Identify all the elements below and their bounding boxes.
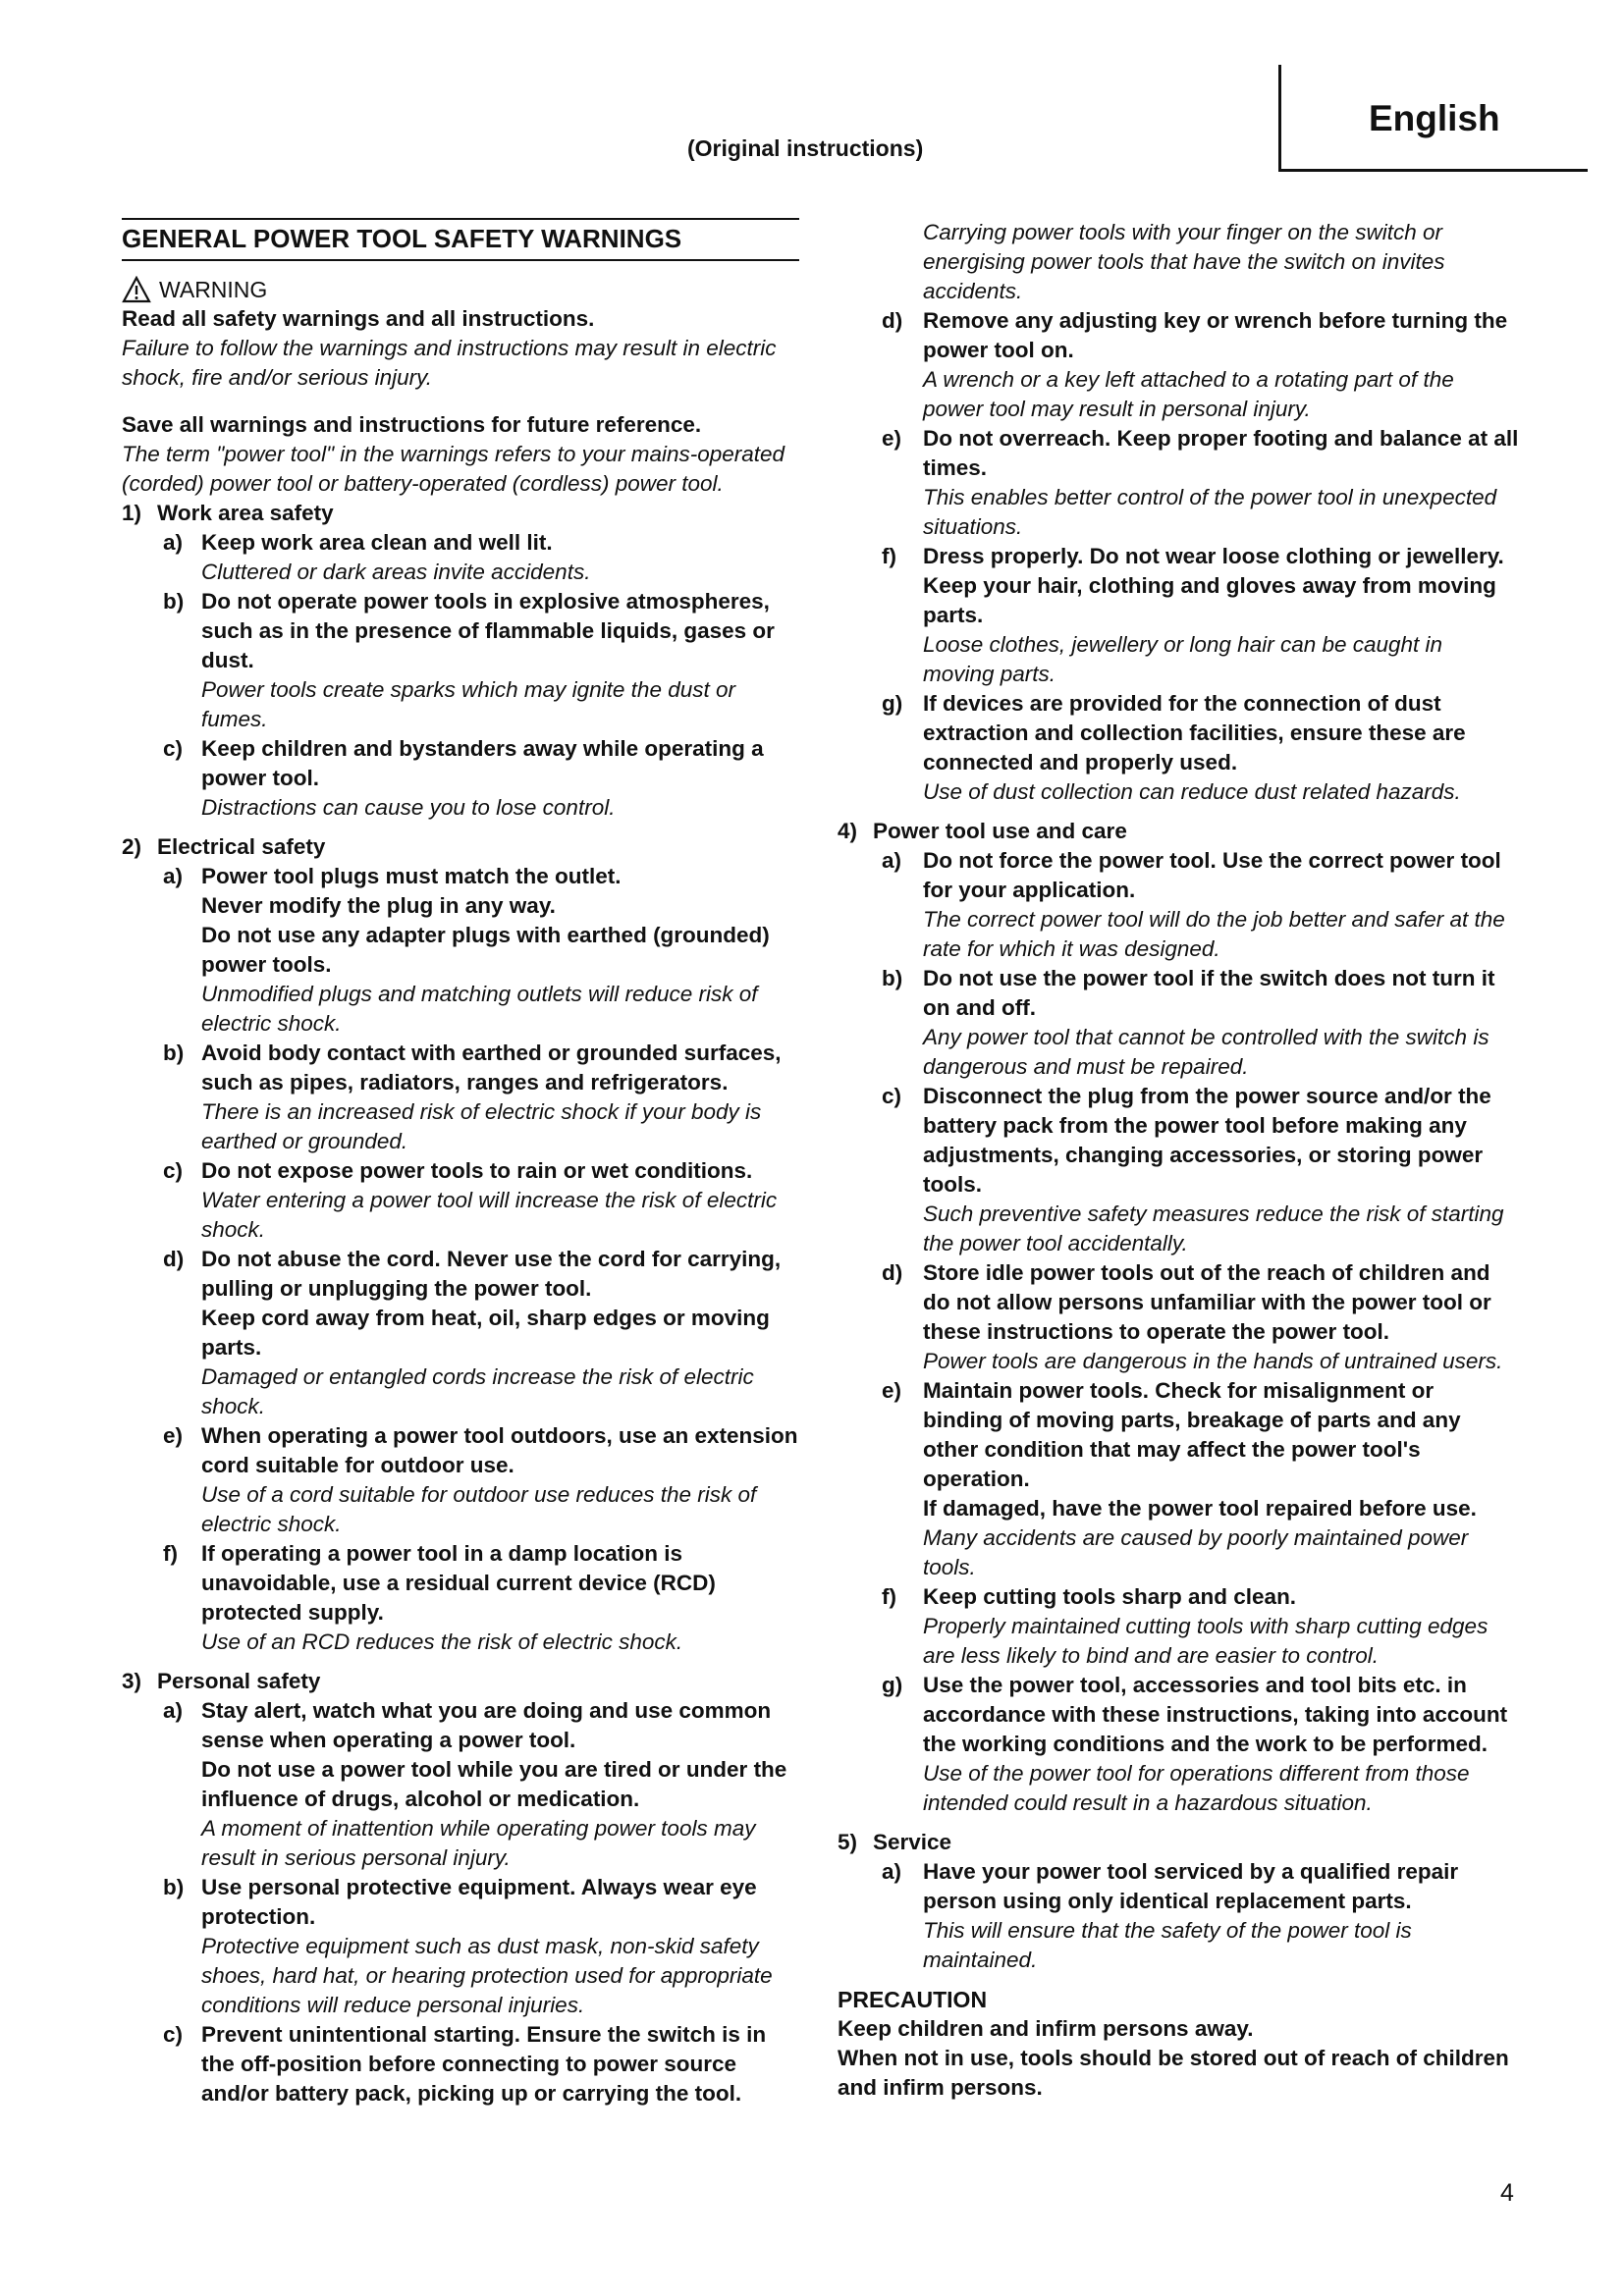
list-item: e) Maintain power tools. Check for misalignment or binding of moving parts, breakage of parts and any other condition that may affect the power tool's operation. If damaged, have the power tool repaired before use. Many accidents are caused by poorly maintained power tools. bbox=[882, 1378, 1477, 1579]
list-item: d) Do not abuse the cord. Never use the cord for carrying, pulling or unplugging the power tool. Keep cord away from heat, oil, sharp edges or moving parts. Damaged or entangled cords increase the risk of electric shock. bbox=[163, 1247, 782, 1418]
list-item: b) Use personal protective equipment. Always wear eye protection. Protective equipment such as dust mask, non-skid safety shoes, hard hat, or hearing protection used for appropriate conditions will reduce personal injuries. bbox=[163, 1875, 773, 2017]
precaution-title: PRECAUTION bbox=[838, 1987, 988, 2012]
list-item: g) Use the power tool, accessories and tool bits etc. in accordance with these instructions, taking into account the working conditions and the work to be performed. Use of the power tool for operations different from those intended could result in a hazardous situation. bbox=[882, 1673, 1508, 1815]
language-label: English bbox=[1369, 98, 1500, 138]
list-item: e) When operating a power tool outdoors, use an extension cord suitable for outdoor use. Use of a cord suitable for outdoor use reduces the risk of electric shock. bbox=[163, 1423, 798, 1536]
list-item: a) Have your power tool serviced by a qualified repair person using only identical replacement parts. This will ensure that the safety of the power tool is maintained. bbox=[882, 1859, 1459, 1972]
group-heading: 3) Personal safety bbox=[122, 1669, 321, 1693]
original-instructions-note: (Original instructions) bbox=[687, 135, 924, 161]
list-item: a) Power tool plugs must match the outlet. Never modify the plug in any way. Do not use any adapter plugs with earthed (grounded) power tools. Unmodified plugs and matching outlets will reduce risk of electric shock. bbox=[163, 864, 770, 1036]
list-item: f) Keep cutting tools sharp and clean. Properly maintained cutting tools with sharp cutting edges are less likely to bind and are easier to control. bbox=[882, 1584, 1489, 1668]
precaution-line-2: When not in use, tools should be stored out of reach of children and infirm persons. bbox=[838, 2046, 1509, 2100]
page-number: 4 bbox=[1500, 2179, 1514, 2207]
warning-heading bbox=[122, 275, 799, 304]
list-item: c) Keep children and bystanders away while operating a power tool. Distractions can cause you to lose control. bbox=[163, 736, 764, 820]
list-item: e) Do not overreach. Keep proper footing and balance at all times. This enables better control of the power tool in unexpected situations. bbox=[882, 426, 1519, 539]
group-heading: 4) Power tool use and care bbox=[838, 819, 1127, 843]
read-all-instruction: Read all safety warnings and all instructions. bbox=[122, 306, 595, 331]
list-item: a) Keep work area clean and well lit. Cluttered or dark areas invite accidents. bbox=[163, 530, 591, 584]
list-item: d) Store idle power tools out of the reach of children and do not allow persons unfamiliar with the power tool or these instructions to operate the power tool. Power tools are dangerous in the hands of untrained users. bbox=[882, 1260, 1503, 1373]
list-item: a) Stay alert, watch what you are doing and use common sense when operating a power tool. Do not use a power tool while you are tired or under the influence of drugs, alcohol or medication. A moment of inattention while operating power tools may result in serious personal injury. bbox=[163, 1698, 787, 1870]
warning-label: WARNING bbox=[159, 277, 268, 302]
list-item: b) Avoid body contact with earthed or grounded surfaces, such as pipes, radiators, ranges and refrigerators. There is an increased risk of electric shock if your body is earthed or grounded. bbox=[163, 1041, 782, 1153]
list-item: b) Do not use the power tool if the switch does not turn it on and off. Any power tool that cannot be controlled with the switch is dangerous and must be repaired. bbox=[882, 966, 1495, 1079]
failure-note: Failure to follow the warnings and instructions may result in electric shock, fire and/or serious injury. bbox=[122, 336, 777, 390]
list-item: c) Disconnect the plug from the power source and/or the battery pack from the power tool before making any adjustments, changing accessories, or storing power tools. Such preventive safety measures reduce the risk of starting the power tool accidentally. bbox=[882, 1084, 1504, 1255]
group-heading: 2) Electrical safety bbox=[122, 834, 326, 859]
list-item: g) If devices are provided for the connection of dust extraction and collection facilities, ensure these are connected and properly used. Use of dust collection can reduce dust related hazards. bbox=[882, 691, 1466, 804]
list-item: f) Dress properly. Do not wear loose clothing or jewellery. Keep your hair, clothing and gloves away from moving parts. Loose clothes, jewellery or long hair can be caught in moving parts. bbox=[882, 544, 1504, 686]
list-item: c) Do not expose power tools to rain or wet conditions. Water entering a power tool will increase the risk of electric shock. bbox=[163, 1158, 778, 1242]
group-heading: 1) Work area safety bbox=[122, 501, 334, 525]
section-title: GENERAL POWER TOOL SAFETY WARNINGS bbox=[122, 218, 799, 261]
term-note: The term "power tool" in the warnings refers to your mains-operated (corded) power tool or battery-operated (cordless) power tool. bbox=[122, 442, 785, 496]
left-column bbox=[122, 218, 799, 2109]
precaution-line-1: Keep children and infirm persons away. bbox=[838, 2016, 1254, 2041]
list-item-continued: Carrying power tools with your finger on the switch or energising power tools that have the switch on invites accidents. bbox=[923, 220, 1445, 303]
right-column bbox=[838, 218, 1519, 2103]
list-item: b) Do not operate power tools in explosive atmospheres, such as in the presence of flammable liquids, gases or dust. Power tools create sparks which may ignite the dust or fumes. bbox=[163, 589, 775, 731]
group-heading: 5) Service bbox=[838, 1830, 952, 1854]
list-item: c) Prevent unintentional starting. Ensure the switch is in the off-position before connecting to power source and/or battery pack, picking up or carrying the tool. bbox=[163, 2022, 767, 2106]
save-all-instruction: Save all warnings and instructions for future reference. bbox=[122, 412, 702, 437]
list-item: d) Remove any adjusting key or wrench before turning the power tool on. A wrench or a key left attached to a rotating part of the power tool may result in personal injury. bbox=[882, 308, 1508, 421]
list-item: f) If operating a power tool in a damp location is unavoidable, use a residual current device (RCD) protected supply. Use of an RCD reduces the risk of electric shock. bbox=[163, 1541, 716, 1654]
warning-triangle-icon bbox=[122, 276, 151, 303]
list-item: a) Do not force the power tool. Use the correct power tool for your application. The correct power tool will do the job better and safer at the rate for which it was designed. bbox=[882, 848, 1505, 961]
